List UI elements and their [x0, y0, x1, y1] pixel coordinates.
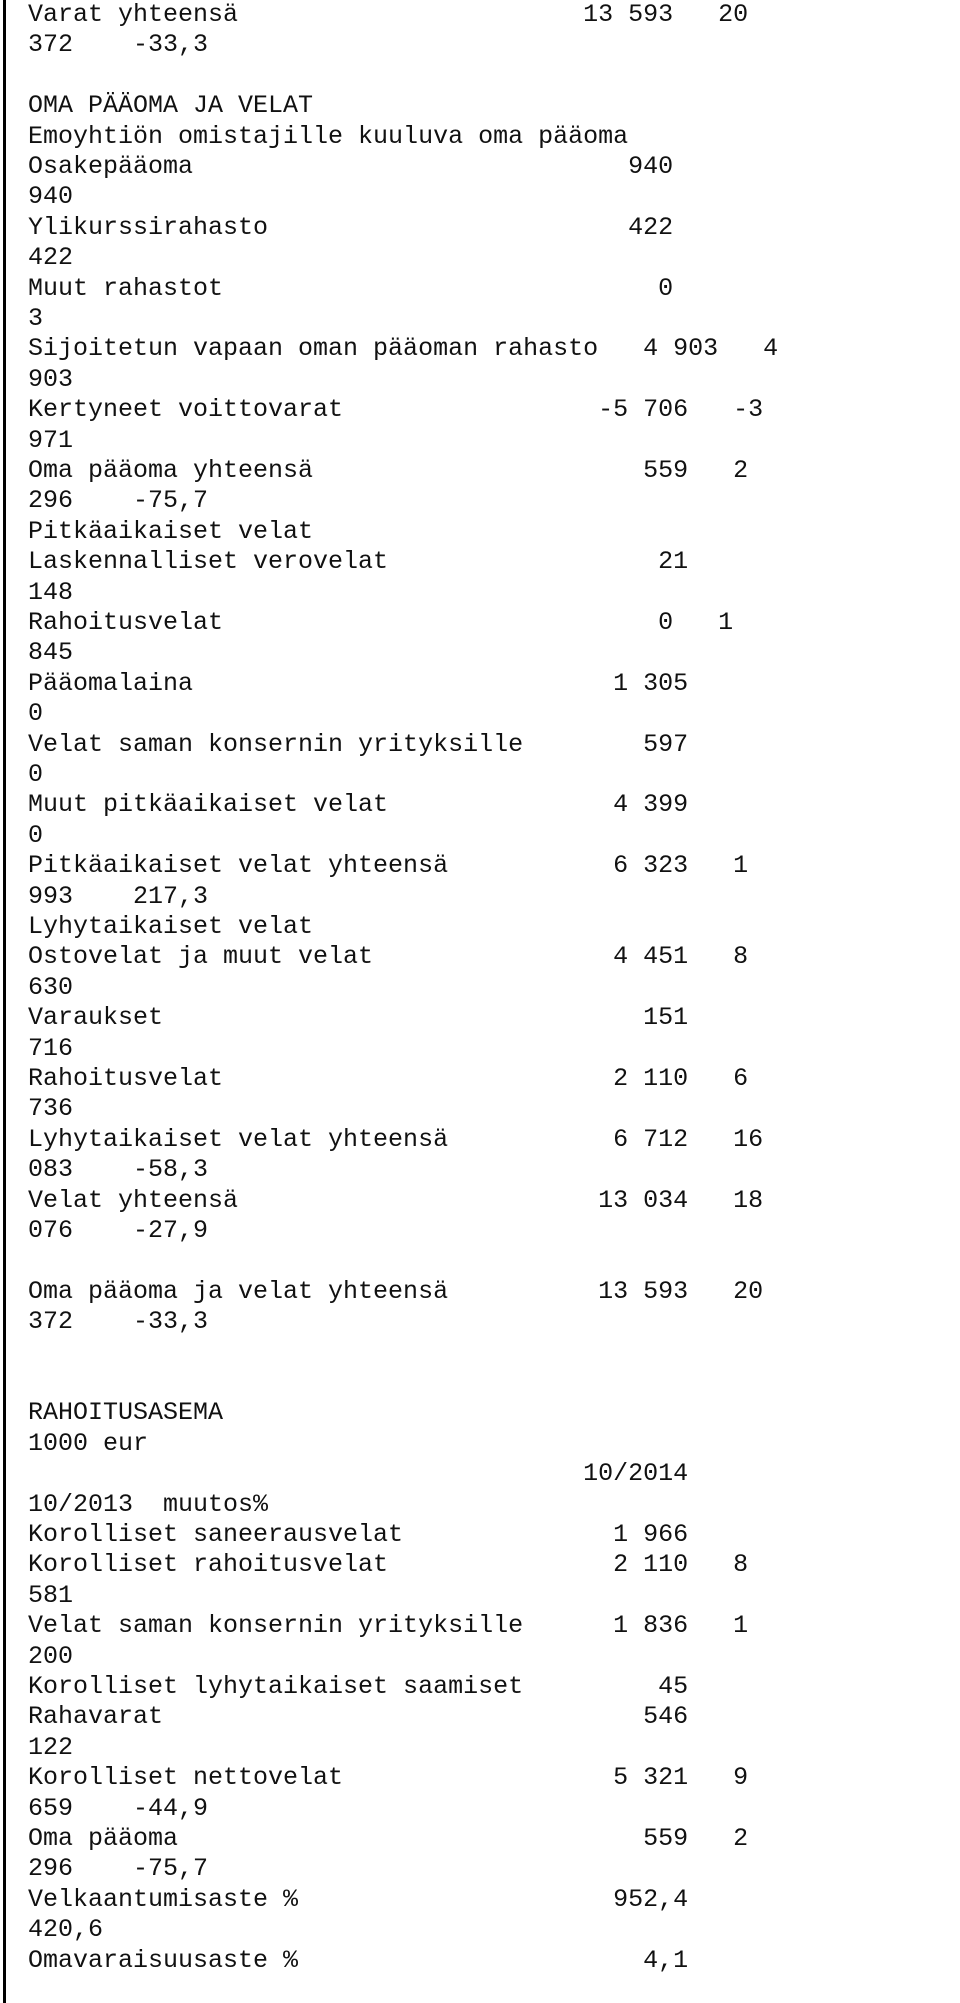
text-line: Rahoitusvelat 0 1: [28, 608, 734, 637]
text-line: Korolliset rahoitusvelat 2 110 8: [28, 1550, 749, 1580]
text-line: Oma pääoma yhteensä 559 2: [28, 456, 749, 485]
text-line: Varat yhteensä 13 593 20: [28, 0, 749, 29]
text-line: 0: [28, 760, 44, 789]
text-line: Oma pääoma ja velat yhteensä 13 593 20: [28, 1276, 764, 1306]
text-line: RAHOITUSASEMA: [28, 1398, 224, 1428]
text-line: Rahavarat 546: [28, 1702, 689, 1732]
text-line: 422: [28, 243, 74, 273]
text-line: Pitkäaikaiset velat yhteensä 6 323 1: [28, 851, 749, 881]
text-line: 122: [28, 1732, 74, 1762]
text-line: Pitkäaikaiset velat: [28, 516, 314, 546]
text-line: Korolliset nettovelat 5 321 9: [28, 1763, 749, 1793]
text-line: 845: [28, 638, 74, 668]
text-line: Lyhytaikaiset velat: [28, 912, 314, 941]
text-line: Korolliset saneerausvelat 1 966: [28, 1520, 689, 1549]
text-line: Sijoitetun vapaan oman pääoman rahasto 4 903 4: [28, 334, 779, 364]
text-line: 736: [28, 1094, 74, 1124]
text-line: 971: [28, 425, 74, 455]
text-line: Oma pääoma 559 2: [28, 1824, 749, 1853]
text-line: Omavaraisuusaste % 4,1: [28, 1945, 689, 1975]
text-line: 0: [28, 820, 44, 850]
text-line: Varaukset 151: [28, 1003, 689, 1033]
text-line: Lyhytaikaiset velat yhteensä 6 712 16: [28, 1124, 764, 1154]
text-line: 940: [28, 182, 74, 212]
text-line: Ostovelat ja muut velat 4 451 8: [28, 942, 749, 972]
text-line: 0: [28, 699, 44, 729]
text-line: 372 -33,3: [28, 30, 209, 60]
text-line: Velat saman konsernin yrityksille 1 836 1: [28, 1611, 749, 1641]
text-line: Velat yhteensä 13 034 18: [28, 1185, 764, 1215]
text-line: 10/2014: [28, 1459, 689, 1489]
text-line: 076 -27,9: [28, 1216, 209, 1245]
text-line: Osakepääoma 940: [28, 152, 674, 181]
text-line: 903: [28, 364, 74, 394]
text-line: Muut rahastot 0: [28, 273, 674, 303]
text-line: 581: [28, 1580, 74, 1610]
text-line: Laskennalliset verovelat 21: [28, 547, 689, 577]
text-line: 3: [28, 304, 44, 333]
text-line: 148: [28, 577, 74, 607]
text-line: 200: [28, 1641, 74, 1671]
left-border-rule: [3, 0, 6, 2003]
text-line: 296 -75,7: [28, 1854, 209, 1884]
text-line: Kertyneet voittovarat -5 706 -3: [28, 395, 764, 425]
text-line: Emoyhtiön omistajille kuuluva oma pääoma: [28, 121, 629, 151]
text-line: 630: [28, 972, 74, 1002]
text-line: OMA PÄÄOMA JA VELAT: [28, 91, 314, 121]
text-line: Korolliset lyhytaikaiset saamiset 45: [28, 1672, 689, 1701]
text-line: 296 -75,7: [28, 486, 209, 516]
text-line: 372 -33,3: [28, 1307, 209, 1337]
text-line: Velat saman konsernin yrityksille 597: [28, 729, 689, 759]
text-line: Velkaantumisaste % 952,4: [28, 1884, 689, 1914]
text-line: 993 217,3: [28, 881, 209, 911]
text-line: 716: [28, 1033, 74, 1063]
text-line: 1000 eur: [28, 1428, 149, 1458]
text-line: Pääomalaina 1 305: [28, 668, 689, 698]
text-line: 10/2013 muutos%: [28, 1489, 269, 1519]
text-line: 083 -58,3: [28, 1155, 209, 1185]
text-line: Rahoitusvelat 2 110 6: [28, 1064, 749, 1093]
text-line: 420,6: [28, 1915, 104, 1945]
text-line: Muut pitkäaikaiset velat 4 399: [28, 790, 689, 820]
text-line: Ylikurssirahasto 422: [28, 212, 674, 242]
text-line: 659 -44,9: [28, 1793, 209, 1823]
